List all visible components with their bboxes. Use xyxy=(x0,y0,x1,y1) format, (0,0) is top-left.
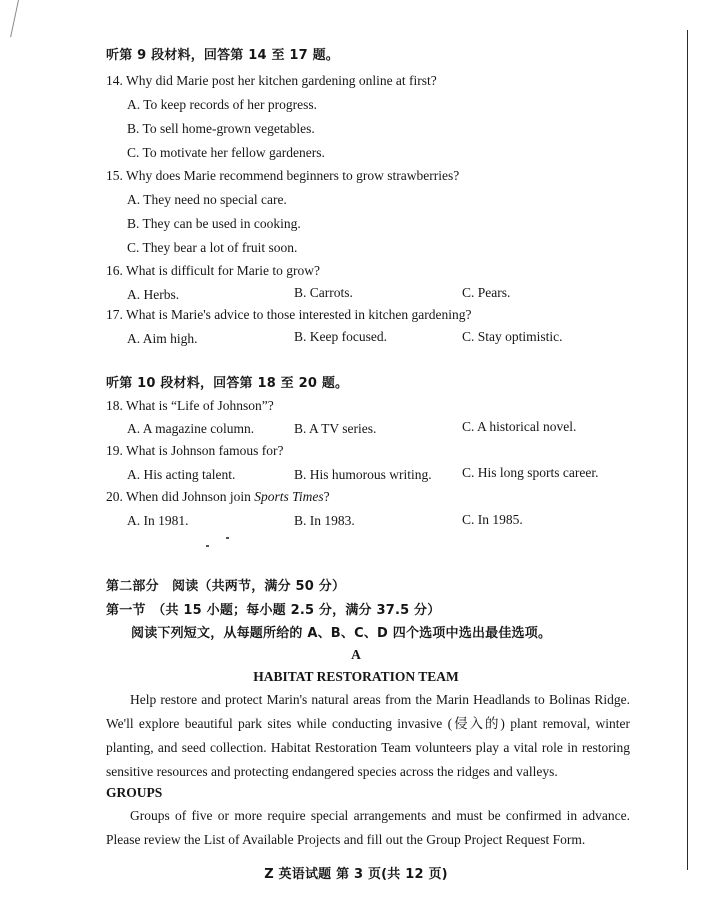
option-17c: C. Stay optimistic. xyxy=(462,329,563,344)
part2-section-heading: 第一节 （共 15 小题；每小题 2.5 分，满分 37.5 分） xyxy=(106,603,441,618)
section1-heading: 听第 9 段材料，回答第 14 至 17 题。 xyxy=(106,48,339,63)
option-20a: A. In 1981. xyxy=(127,513,189,528)
scan-speck xyxy=(226,537,229,539)
question-18: 18. What is “Life of Johnson”? xyxy=(106,398,274,413)
option-18a: A. A magazine column. xyxy=(127,421,255,436)
option-14a: A. To keep records of her progress. xyxy=(127,97,317,112)
option-20c: C. In 1985. xyxy=(462,512,523,527)
part2-instruction: 阅读下列短文，从每题所给的 A、B、C、D 四个选项中选出最佳选项。 xyxy=(131,626,552,641)
question-14: 14. Why did Marie post her kitchen gardening online at first? xyxy=(106,73,437,88)
part2-heading: 第二部分 阅读（共两节，满分 50 分） xyxy=(106,579,346,594)
option-14c: C. To motivate her fellow gardeners. xyxy=(127,145,325,160)
question-20-prefix: 20. When did Johnson join xyxy=(106,489,255,504)
option-17b: B. Keep focused. xyxy=(294,329,387,344)
option-17a: A. Aim high. xyxy=(127,331,198,346)
margin-rule xyxy=(687,30,688,870)
option-15c: C. They bear a lot of fruit soon. xyxy=(127,240,298,255)
groups-heading: GROUPS xyxy=(106,785,163,800)
option-15a: A. They need no special care. xyxy=(127,192,287,207)
passage-title: HABITAT RESTORATION TEAM xyxy=(253,669,459,684)
question-19: 19. What is Johnson famous for? xyxy=(106,443,284,458)
option-14b: B. To sell home-grown vegetables. xyxy=(127,121,315,136)
option-20b: B. In 1983. xyxy=(294,513,355,528)
scan-speck xyxy=(206,545,209,547)
question-17: 17. What is Marie's advice to those interested in kitchen gardening? xyxy=(106,307,472,322)
passage-letter: A xyxy=(351,647,361,662)
option-18c: C. A historical novel. xyxy=(462,419,577,434)
option-19b: B. His humorous writing. xyxy=(294,467,432,482)
option-16a: A. Herbs. xyxy=(127,287,180,302)
section2-heading: 听第 10 段材料，回答第 18 至 20 题。 xyxy=(106,376,349,391)
question-15: 15. Why does Marie recommend beginners to grow strawberries? xyxy=(106,168,460,183)
passage-paragraph-2: Groups of five or more require special arrangements and must be confirmed in advance. Please review the List of Available Projects and fill out the Group Project Request Form. xyxy=(106,808,630,847)
question-20-suffix: ? xyxy=(323,489,330,504)
question-20 xyxy=(106,488,330,506)
passage-paragraph-1: Help restore and protect Marin's natural areas from the Marin Headlands to Bolinas Ridge. We'll explore beautiful park sites while conducting invasive (侵入的) plant removal, winter planting, and seed collection. Habitat Restoration Team volunteers play a vital role in restoring sensitive resources and protecting endangered species across the ridges and valleys. xyxy=(106,692,630,779)
option-15b: B. They can be used in cooking. xyxy=(127,216,301,231)
question-20-title: Sports Times xyxy=(254,489,324,504)
option-16c: C. Pears. xyxy=(462,285,511,300)
option-18b: B. A TV series. xyxy=(294,421,377,436)
scan-edge xyxy=(10,0,19,37)
question-16: 16. What is difficult for Marie to grow? xyxy=(106,263,320,278)
option-16b: B. Carrots. xyxy=(294,285,353,300)
option-19c: C. His long sports career. xyxy=(462,465,599,480)
page-footer: Z 英语试题 第 3 页(共 12 页) xyxy=(264,867,448,882)
option-19a: A. His acting talent. xyxy=(127,467,236,482)
